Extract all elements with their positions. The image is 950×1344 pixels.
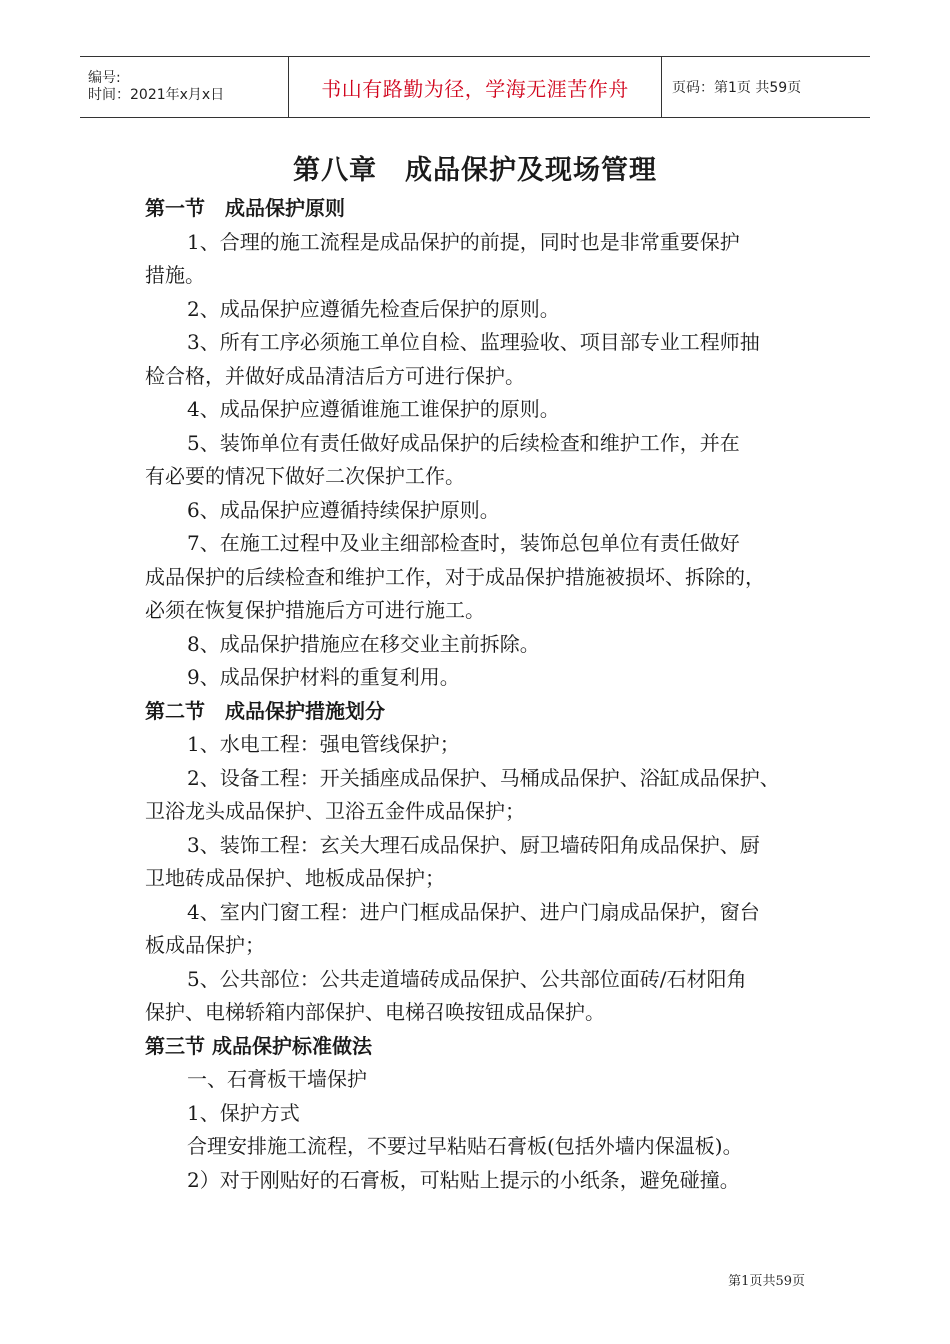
document-time-label: 时间：2021年x月x日 [88, 87, 225, 103]
paragraph-line: 必须在恢复保护措施后方可进行施工。 [145, 598, 485, 622]
paragraph-line: 1、水电工程：强电管线保护； [187, 732, 460, 756]
paragraph-line: 合理安排施工流程，不要过早粘贴石膏板(包括外墙内保温板)。 [187, 1134, 743, 1158]
paragraph-line: 卫地砖成品保护、地板成品保护； [145, 866, 445, 890]
page-footer: 第1页共59页 [728, 1274, 805, 1289]
paragraph-line: 7、在施工过程中及业主细部检查时，装饰总包单位有责任做好 [187, 531, 740, 555]
header-motto: 书山有路勤为径，学海无涯苦作舟 [289, 57, 662, 118]
paragraph-line: 4、成品保护应遵循谁施工谁保护的原则。 [187, 397, 560, 421]
paragraph-line: 9、成品保护材料的重复利用。 [187, 665, 460, 689]
paragraph-line: 成品保护的后续检查和维护工作，对于成品保护措施被损坏、拆除的， [145, 564, 765, 589]
section-heading: 第一节 成品保护原则 [145, 196, 345, 220]
paragraph-line: 卫浴龙头成品保护、卫浴五金件成品保护； [145, 799, 525, 823]
paragraph-line: 3、装饰工程：玄关大理石成品保护、厨卫墙砖阳角成品保护、厨 [187, 832, 760, 857]
paragraph-line: 2、设备工程：开关插座成品保护、马桶成品保护、浴缸成品保护、 [187, 765, 780, 790]
header-page-code: 页码：第1页 共59页 [662, 57, 871, 118]
paragraph-line: 措施。 [145, 263, 205, 287]
document-body [145, 192, 805, 1197]
document-number-label: 编号: [88, 70, 121, 86]
page-header [80, 56, 870, 118]
paragraph-line: 1、保护方式 [187, 1100, 300, 1125]
paragraph-line: 3、所有工序必须施工单位自检、监理验收、项目部专业工程师抽 [187, 330, 760, 354]
paragraph-line: 有必要的情况下做好二次保护工作。 [145, 464, 465, 488]
paragraph-line: 5、公共部位：公共走道墙砖成品保护、公共部位面砖/石材阳角 [187, 966, 747, 991]
section-heading: 第三节 成品保护标准做法 [145, 1033, 372, 1058]
chapter-title: 第八章 成品保护及现场管理 [293, 155, 657, 186]
paragraph-line: 4、室内门窗工程：进户门框成品保护、进户门扇成品保护，窗台 [187, 899, 760, 924]
paragraph-line: 保护、电梯轿箱内部保护、电梯召唤按钮成品保护。 [145, 1000, 605, 1024]
paragraph-line: 5、装饰单位有责任做好成品保护的后续检查和维护工作，并在 [187, 430, 740, 455]
paragraph-line: 8、成品保护措施应在移交业主前拆除。 [187, 631, 540, 656]
paragraph-line: 2、成品保护应遵循先检查后保护的原则。 [187, 296, 560, 321]
paragraph-line: 一、石膏板干墙保护 [187, 1067, 367, 1091]
paragraph-line: 6、成品保护应遵循持续保护原则。 [187, 497, 500, 522]
header-meta [80, 57, 289, 118]
paragraph-line: 检合格，并做好成品清洁后方可进行保护。 [145, 363, 525, 388]
paragraph-line: 1、合理的施工流程是成品保护的前提，同时也是非常重要保护 [187, 229, 740, 254]
paragraph-line: 2）对于刚贴好的石膏板，可粘贴上提示的小纸条，避免碰撞。 [187, 1167, 740, 1192]
paragraph-line: 板成品保护； [145, 933, 265, 957]
section-heading: 第二节 成品保护措施划分 [145, 698, 385, 723]
